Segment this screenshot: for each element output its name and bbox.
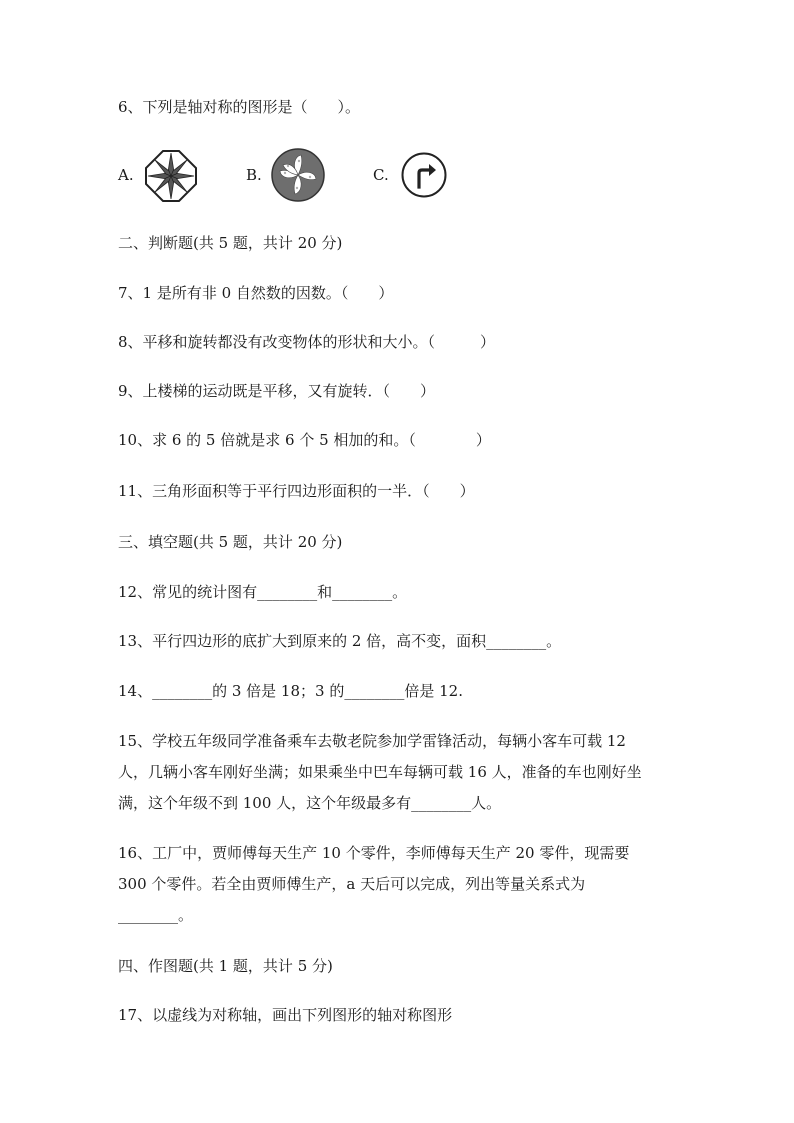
- option-a-label: A.: [118, 166, 134, 184]
- option-b-label: B.: [246, 166, 262, 184]
- turn-right-arrow-icon: [400, 151, 448, 199]
- octagon-star-icon: [143, 148, 199, 204]
- section-fill-heading: 三、填空题(共 5 题，共计 20 分): [118, 533, 343, 551]
- question-14: 14、________的 3 倍是 18；3 的________倍是 12.: [118, 682, 463, 700]
- question-9: 9、上楼梯的运动既是平移，又有旋转．（ ）: [118, 382, 436, 400]
- question-11: 11、三角形面积等于平行四边形面积的一半．（ ）: [118, 482, 475, 500]
- question-16-line-2: 300 个零件。若全由贾师傅生产，a 天后可以完成，列出等量关系式为: [118, 875, 586, 893]
- question-15-line-1: 15、学校五年级同学准备乘车去敬老院参加学雷锋活动，每辆小客车可载 12: [118, 732, 626, 750]
- question-10: 10、求 6 的 5 倍就是求 6 个 5 相加的和。（ ）: [118, 431, 491, 449]
- question-16-line-3: ________。: [118, 906, 194, 924]
- question-12: 12、常见的统计图有________和________。: [118, 583, 408, 601]
- question-6-stem: 6、下列是轴对称的图形是（ ）。: [118, 98, 361, 116]
- question-17: 17、以虚线为对称轴，画出下列图形的轴对称图形: [118, 1006, 453, 1024]
- option-c-label: C.: [373, 166, 389, 184]
- question-15-line-2: 人，几辆小客车刚好坐满；如果乘坐中巴车每辆可载 16 人，准备的车也刚好坐: [118, 763, 642, 781]
- question-16-line-1: 16、工厂中，贾师傅每天生产 10 个零件，李师傅每天生产 20 零件，现需要: [118, 844, 630, 862]
- bauhinia-flower-icon: [270, 147, 326, 203]
- section-judge-heading: 二、判断题(共 5 题，共计 20 分): [118, 234, 343, 252]
- section-draw-heading: 四、作图题(共 1 题，共计 5 分): [118, 957, 333, 975]
- question-15-line-3: 满，这个年级不到 100 人，这个年级最多有________人。: [118, 794, 502, 812]
- question-8: 8、平移和旋转都没有改变物体的形状和大小。（ ）: [118, 333, 496, 351]
- question-13: 13、平行四边形的底扩大到原来的 2 倍，高不变，面积________。: [118, 632, 562, 650]
- question-7: 7、1 是所有非 0 自然数的因数。（ ）: [118, 284, 394, 302]
